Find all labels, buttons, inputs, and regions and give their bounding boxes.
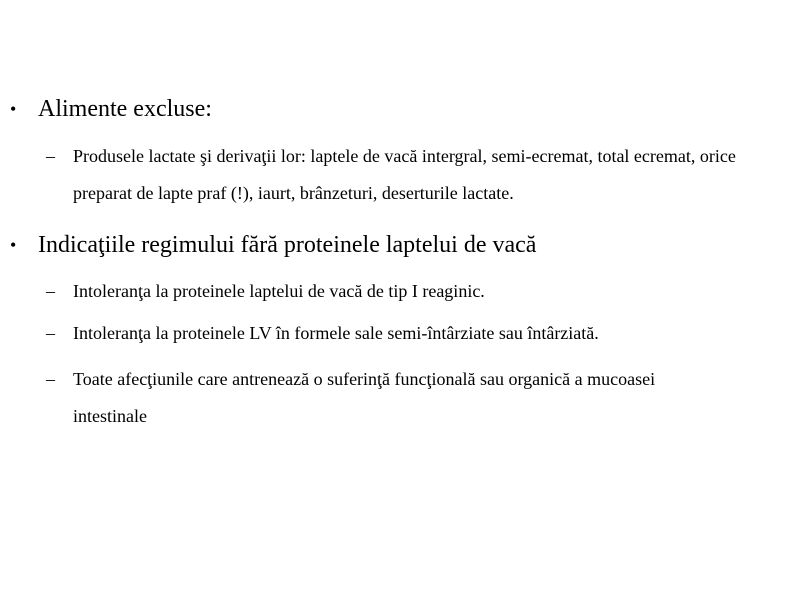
- bullet-label: Indicaţiile regimului fără proteinele laptelui de vacă: [38, 232, 537, 258]
- dash-icon: –: [46, 146, 55, 166]
- sub-bullet-label: Toate afecţiunile care antrenează o suferinţă funcţională sau organică a mucoasei intestinale: [73, 369, 656, 426]
- sub-bullet-label: Intoleranţa la proteinele LV în formele sale semi-întârziate sau întârziată.: [73, 323, 599, 343]
- dash-icon: –: [46, 281, 55, 301]
- bullet-dot-icon: •: [10, 99, 17, 119]
- bullet-label: Alimente excluse:: [38, 96, 212, 122]
- sub-bullet-label: Produsele lactate şi derivaţii lor: laptele de vacă intergral, semi-ecremat, total ecremat, orice preparat de lapte praf (!), iaurt, brânzeturi, deserturile lactate.: [73, 146, 736, 203]
- dash-icon: –: [46, 369, 55, 389]
- bullet-dot-icon: •: [10, 235, 17, 255]
- sub-bullet-label: Intoleranţa la proteinele laptelui de vacă de tip I reaginic.: [73, 281, 485, 301]
- dash-icon: –: [46, 323, 55, 343]
